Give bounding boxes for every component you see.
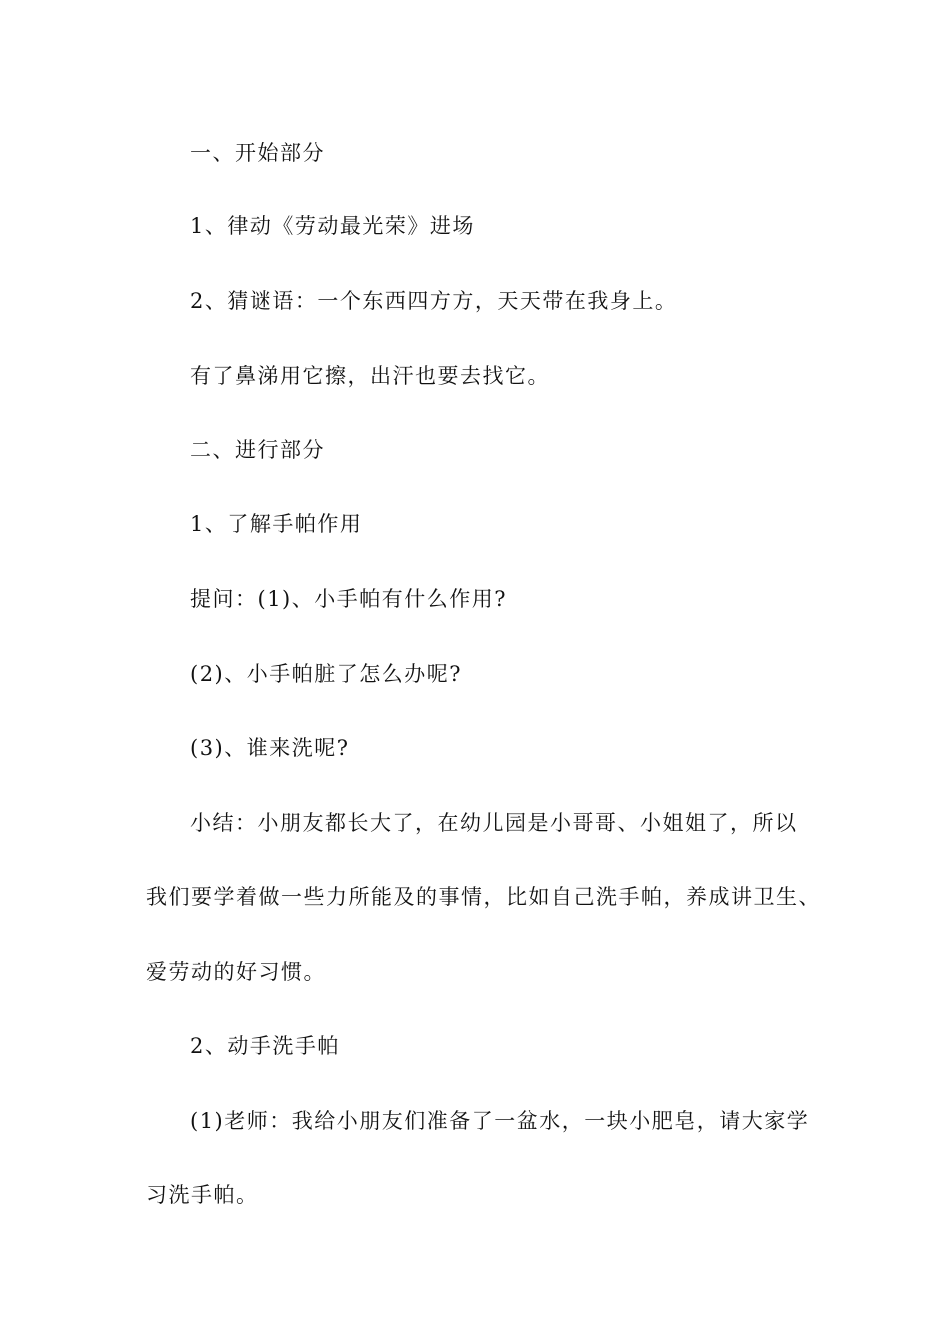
section-heading-start: 一、开始部分 [190,141,325,165]
paragraph-line: 2、猜谜语：一个东西四方方，天天带在我身上。 [190,289,678,313]
paragraph-line: 2、动手洗手帕 [190,1034,340,1058]
paragraph-line: 爱劳动的好习惯。 [146,960,326,984]
paragraph-line: 1、律动《劳动最光荣》进场 [190,214,475,238]
paragraph-line: 习洗手帕。 [146,1183,259,1207]
paragraph-line: 1、了解手帕作用 [190,512,363,536]
section-heading-progress: 二、进行部分 [190,438,325,462]
paragraph-line: (3)、谁来洗呢? [190,736,350,760]
paragraph-line: 提问：(1)、小手帕有什么作用? [190,587,508,611]
paragraph-line: 有了鼻涕用它擦，出汗也要去找它。 [190,364,550,388]
paragraph-line: 小结：小朋友都长大了，在幼儿园是小哥哥、小姐姐了，所以 [190,811,798,835]
paragraph-line: 我们要学着做一些力所能及的事情，比如自己洗手帕，养成讲卫生、 [146,885,821,909]
paragraph-line: (2)、小手帕脏了怎么办呢? [190,662,463,686]
paragraph-line: (1)老师：我给小朋友们准备了一盆水，一块小肥皂，请大家学 [190,1109,810,1133]
